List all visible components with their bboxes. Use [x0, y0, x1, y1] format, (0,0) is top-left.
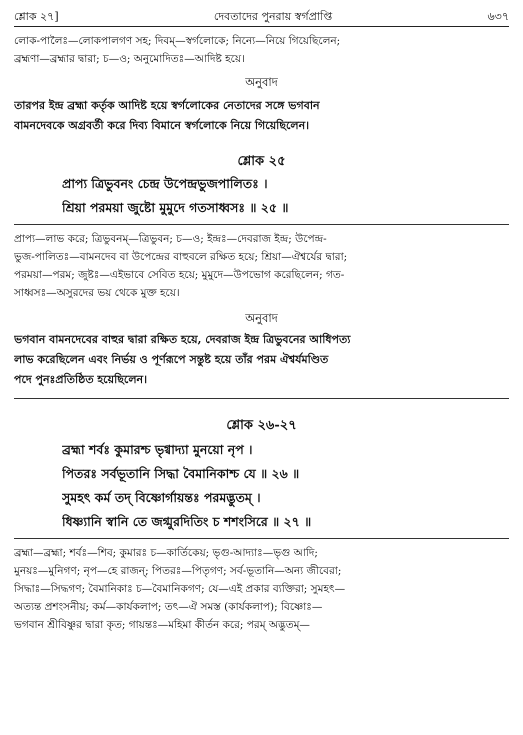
translation-line: লাভ করেছিলেন এবং নির্ভয় ও পূর্ণরূপে সন্তুষ্ট হয়ে তাঁর পরম ঐশ্বর্যমণ্ডিত [14, 353, 329, 366]
verse-25-text [62, 172, 461, 220]
verse-line: ধিষ্ণ্যানি স্বানি তে জগ্মুরদিতিং চ শশংসিরে ॥ ২৭ ॥ [62, 514, 312, 529]
divider [14, 224, 509, 225]
verse-line: পিতরঃ সর্বভূতানি সিদ্ধা বৈমানিকাশ্চ যে ॥ ২৬ ॥ [62, 466, 300, 481]
translation-line: বামনদেবকে অগ্রবর্তী করে দিব্য বিমানে স্বর্গলোকে নিয়ে গিয়েছিলেন। [14, 119, 310, 132]
synonym-line: ব্রহ্মা—ব্রহ্মা; শর্বঃ—শিব; কুমারঃ চ—কার্তিকেয়; ভৃগু-আদ্যাঃ—ভৃগু আদি; [14, 547, 318, 559]
verse-line: ব্রহ্মা শর্বঃ কুমারশ্চ ভৃগ্বাদ্যা মুনয়ো নৃপ । [62, 442, 253, 457]
translation-line: ভগবান বামনদেবের বাহুর দ্বারা রক্ষিত হয়ে, দেবরাজ ইন্দ্র ত্রিভুবনের আধিপত্য [14, 333, 351, 346]
synonym-line: অত্যন্ত প্রশংসনীয়; কর্ম—কার্যকলাপ; তৎ—ঐ সমস্ত (কার্যকলাপ); বিষ্ণোঃ— [14, 601, 323, 613]
translation-heading: অনুবাদ [245, 75, 278, 89]
synonym-line: ভগবান শ্রীবিষ্ণুর দ্বারা কৃত; গায়ন্তঃ—মহিমা কীর্তন করে; পরম্ অদ্ভুতম্— [14, 619, 310, 631]
running-header [14, 8, 509, 27]
header-chapter-title: দেবতাদের পুনরায় স্বর্গপ্রাপ্তি [213, 9, 333, 23]
translation-heading: অনুবাদ [245, 311, 278, 325]
synonym-line: পরময়া—পরম; জুষ্টঃ—এইভাবে সেবিত হয়ে; মুমুদে—উপভোগ করেছিলেন; গত- [14, 269, 345, 281]
translation-line: পদে পুনঃপ্রতিষ্ঠিত হয়েছিলেন। [14, 373, 148, 386]
verse-line: সুমহৎ কর্ম তদ্ বিষ্ণোর্গায়ন্তঃ পরমদ্ভুতম্ । [62, 490, 261, 505]
synonym-line: সিদ্ধাঃ—সিদ্ধগণ; বৈমানিকাঃ চ—বৈমানিকগণ; যে—এই প্রকার ব্যক্তিরা; সুমহৎ— [14, 583, 346, 595]
verse-25-title: শ্লোক ২৫ [237, 154, 286, 169]
synonyms-verse-25 [14, 230, 509, 302]
header-page-number: ৬৩৭ [487, 9, 509, 23]
verse-26-27-title: শ্লোক ২৬-২৭ [226, 418, 297, 433]
synonym-line: ভুজ-পালিতঃ—বামনদেব বা উপেন্দ্রের বাহুবলে রক্ষিত হয়ে; শ্রিয়া—ঐশ্বর্যের দ্বারা; [14, 251, 348, 263]
synonym-line: প্রাপ্য—লাভ করে; ত্রিভুবনম্—ত্রিভুবন; চ—ও; ইন্দ্রঃ—দেবরাজ ইন্দ্র; উপেন্দ্র- [14, 233, 327, 245]
divider [14, 398, 509, 399]
translation-line: তারপর ইন্দ্র ব্রহ্মা কর্তৃক আদিষ্ট হয়ে স্বর্গলোকের নেতাদের সঙ্গে ভগবান [14, 99, 320, 112]
synonyms-verse-26-27 [14, 544, 509, 634]
divider [14, 538, 509, 539]
synonym-line: ব্রহ্মণা—ব্রহ্মার দ্বারা; চ—ও; অনুমোদিতঃ—আদিষ্ট হয়ে। [14, 53, 245, 65]
verse-line: শ্রিয়া পরময়া জুষ্টো মুমুদে গতসাধ্বসঃ ॥ ২৫ ॥ [62, 200, 289, 215]
verse-line: প্রাপ্য ত্রিভুবনং চেন্দ্র উপেন্দ্রভুজপালিতঃ । [62, 176, 268, 191]
synonym-line: মুনয়ঃ—মুনিগণ; নৃপ—হে রাজন্; পিতরঃ—পিতৃগণ; সর্ব-ভূতানি—অন্য জীবেরা; [14, 565, 342, 577]
translation-verse-24 [14, 96, 509, 136]
header-verse-ref: শ্লোক ২৭] [14, 9, 59, 23]
verse-26-27-text [62, 438, 461, 534]
synonym-line: লোক-পালৈঃ—লোকপালগণ সহ; দিবম্—স্বর্গলোকে; নিন্যে—নিয়ে গিয়েছিলেন; [14, 35, 341, 47]
translation-verse-25 [14, 330, 509, 390]
synonyms-verse-24 [14, 32, 509, 68]
synonym-line: সাধ্বসঃ—অসুরদের ভয় থেকে মুক্ত হয়ে। [14, 287, 180, 299]
